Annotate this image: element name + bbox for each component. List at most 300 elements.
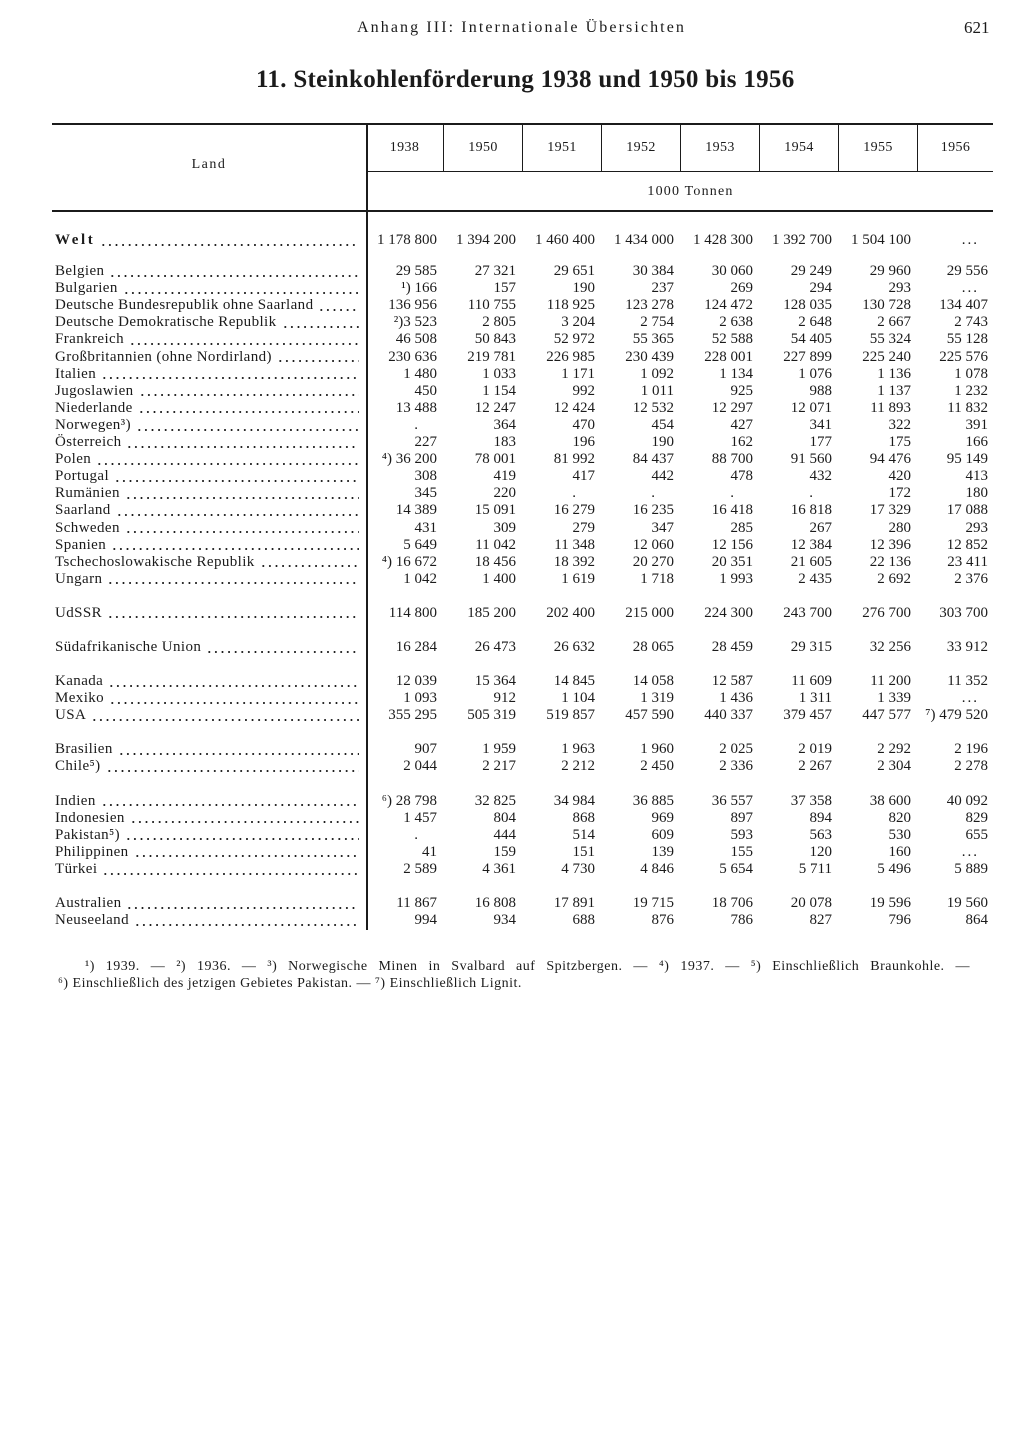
table-row xyxy=(52,520,993,537)
dot-leader xyxy=(107,571,359,588)
country-cell xyxy=(52,537,366,554)
value-cell: 457 590 xyxy=(625,707,674,724)
country-label: Großbritannien (ohne Nordirland) xyxy=(55,348,272,365)
value-cell: 379 457 xyxy=(783,707,832,724)
value-cell: ⁴) 16 672 xyxy=(381,553,437,570)
value-cell: 969 xyxy=(651,809,674,826)
value-cell: 29 585 xyxy=(395,263,437,280)
value-cell: 1 436 xyxy=(719,690,753,707)
table-row xyxy=(52,366,993,383)
value-cell: 12 060 xyxy=(632,536,674,553)
value-cell: 345 xyxy=(414,485,437,502)
table-row xyxy=(52,844,993,861)
dot-leader xyxy=(125,827,359,844)
value-cell: 2 450 xyxy=(640,758,674,775)
value-cell: 17 088 xyxy=(946,502,988,519)
dot-leader xyxy=(101,793,359,810)
country-label: Saarland xyxy=(55,502,111,519)
table-row xyxy=(52,912,993,929)
running-header: Anhang III: Internationale Übersichten xyxy=(357,19,687,36)
value-cell: 219 781 xyxy=(467,348,516,365)
country-cell xyxy=(52,502,366,519)
value-cell: 19 560 xyxy=(946,895,988,911)
dot-leader xyxy=(282,314,359,331)
table-row xyxy=(52,314,993,331)
row-group xyxy=(52,263,993,588)
country-label: Frankreich xyxy=(55,331,124,348)
value-cell: . xyxy=(730,485,734,502)
value-cell: 293 xyxy=(888,280,911,297)
table-row xyxy=(52,400,993,417)
table-row xyxy=(52,349,993,366)
year-header-cell: 1955 xyxy=(839,125,918,171)
value-cell: 12 156 xyxy=(711,536,753,553)
dot-leader xyxy=(136,417,359,434)
value-cell: 1 011 xyxy=(640,382,674,399)
value-cell: 2 212 xyxy=(561,758,595,775)
value-cell: 11 042 xyxy=(475,536,516,553)
dot-leader xyxy=(126,895,359,912)
value-cell: 155 xyxy=(730,843,753,860)
table-row xyxy=(52,468,993,485)
value-cell: 13 488 xyxy=(395,399,437,416)
table-row xyxy=(52,502,993,519)
country-cell xyxy=(52,690,366,707)
value-cell: 190 xyxy=(572,280,595,297)
value-cell: . xyxy=(809,485,813,502)
value-cell: 341 xyxy=(809,416,832,433)
value-cell: 11 832 xyxy=(947,399,988,416)
value-cell: 988 xyxy=(809,382,832,399)
country-label: Bulgarien xyxy=(55,280,118,297)
table-row xyxy=(52,554,993,571)
row-group xyxy=(52,741,993,775)
value-cell: ⁷) 479 520 xyxy=(925,707,988,724)
country-cell xyxy=(52,571,366,588)
dot-leader xyxy=(126,434,359,451)
value-cell: 21 605 xyxy=(790,553,832,570)
value-cell: 29 651 xyxy=(553,263,595,280)
value-cell: 41 xyxy=(422,843,437,860)
table-row xyxy=(52,758,993,775)
value-cell: 2 267 xyxy=(798,758,832,775)
country-cell xyxy=(52,861,366,878)
dot-leader xyxy=(96,451,359,468)
value-cell: 15 364 xyxy=(474,673,516,690)
value-cell: 95 149 xyxy=(946,451,988,468)
country-label: Neuseeland xyxy=(55,912,129,929)
table-row xyxy=(52,451,993,468)
dot-leader xyxy=(130,810,359,827)
table-row xyxy=(52,673,993,690)
value-cell: 897 xyxy=(730,809,753,826)
value-cell: 55 365 xyxy=(632,331,674,348)
value-cell: 11 352 xyxy=(947,673,988,690)
country-cell xyxy=(52,280,366,297)
value-cell: 2 376 xyxy=(954,570,988,587)
value-cell: 994 xyxy=(414,912,437,929)
country-label: Spanien xyxy=(55,536,107,553)
value-cell: 29 249 xyxy=(790,263,832,280)
value-cell: 864 xyxy=(965,912,988,929)
value-cell: 220 xyxy=(493,485,516,502)
value-cell: 1 078 xyxy=(954,365,988,382)
value-cell: 16 808 xyxy=(474,895,516,911)
value-cell: 11 348 xyxy=(554,536,595,553)
value-cell: 2 292 xyxy=(877,741,911,758)
value-cell: 94 476 xyxy=(869,451,911,468)
value-cell: 5 496 xyxy=(877,860,911,877)
value-cell: 157 xyxy=(493,280,516,297)
value-cell: 2 025 xyxy=(719,741,753,758)
value-cell: 1 232 xyxy=(954,382,988,399)
table-row xyxy=(52,280,993,297)
year-header-cell: 1951 xyxy=(523,125,602,171)
country-label: Türkei xyxy=(55,860,98,877)
value-cell: 2 217 xyxy=(482,758,516,775)
value-cell: 4 730 xyxy=(561,860,595,877)
value-cell: 128 035 xyxy=(783,297,832,314)
table-row xyxy=(52,434,993,451)
value-cell: 225 576 xyxy=(939,348,988,365)
value-cell: 12 396 xyxy=(869,536,911,553)
value-cell: 3 204 xyxy=(561,314,595,331)
value-cell: 18 456 xyxy=(474,553,516,570)
value-cell: 5 649 xyxy=(403,536,437,553)
value-cell: 5 654 xyxy=(719,860,753,877)
value-cell: 16 279 xyxy=(553,502,595,519)
country-cell xyxy=(52,673,366,690)
table-row xyxy=(52,707,993,724)
value-cell: 1 171 xyxy=(561,365,595,382)
value-cell: 364 xyxy=(493,416,516,433)
country-label: Jugoslawien xyxy=(55,382,134,399)
value-cell: 18 392 xyxy=(553,553,595,570)
value-cell: 2 754 xyxy=(640,314,674,331)
value-cell: 50 843 xyxy=(474,331,516,348)
value-cell: 30 060 xyxy=(711,263,753,280)
value-cell: 19 715 xyxy=(632,895,674,911)
value-cell: 14 845 xyxy=(553,673,595,690)
country-cell xyxy=(52,707,366,724)
value-cell: 391 xyxy=(965,416,988,433)
value-cell: 40 092 xyxy=(946,792,988,809)
row-group xyxy=(52,793,993,878)
dot-leader xyxy=(318,297,359,314)
country-cell xyxy=(52,417,366,434)
value-cell: 136 956 xyxy=(388,297,437,314)
value-cell: 2 304 xyxy=(877,758,911,775)
value-cell: 1 619 xyxy=(561,570,595,587)
table-title: 11. Steinkohlenförderung 1938 und 1950 bis 1956 xyxy=(256,66,795,93)
country-cell xyxy=(52,793,366,810)
value-cell: 26 473 xyxy=(474,638,516,655)
value-cell: 28 459 xyxy=(711,638,753,655)
value-cell: 38 600 xyxy=(869,792,911,809)
value-cell: ... xyxy=(961,690,979,707)
value-cell: 12 587 xyxy=(711,673,753,690)
value-cell: 413 xyxy=(965,468,988,485)
country-label: Südafrikanische Union xyxy=(55,638,202,655)
value-cell: 1 392 700 xyxy=(772,232,832,248)
value-cell: 655 xyxy=(965,826,988,843)
value-cell: 185 200 xyxy=(467,604,516,621)
country-label: Belgien xyxy=(55,263,105,280)
table-row xyxy=(52,417,993,434)
value-cell: 230 439 xyxy=(625,348,674,365)
row-group xyxy=(52,605,993,622)
value-cell: 4 846 xyxy=(640,860,674,877)
dot-leader xyxy=(100,232,359,249)
value-cell: 52 972 xyxy=(553,331,595,348)
country-label: USA xyxy=(55,707,87,724)
value-cell: 447 577 xyxy=(862,707,911,724)
dot-leader xyxy=(138,400,359,417)
value-cell: 124 472 xyxy=(704,297,753,314)
value-cell: 16 418 xyxy=(711,502,753,519)
value-cell: 55 128 xyxy=(946,331,988,348)
row-group xyxy=(52,639,993,656)
country-cell xyxy=(52,232,366,249)
value-cell: 427 xyxy=(730,416,753,433)
value-cell: 12 039 xyxy=(395,673,437,690)
value-cell: 1 134 xyxy=(719,365,753,382)
value-cell: 1 959 xyxy=(482,741,516,758)
value-cell: 16 235 xyxy=(632,502,674,519)
value-cell: 432 xyxy=(809,468,832,485)
value-cell: 227 xyxy=(414,434,437,451)
country-label: Philippinen xyxy=(55,843,129,860)
value-cell: ¹) 166 xyxy=(401,280,437,297)
dot-leader xyxy=(109,263,359,280)
value-cell: 2 667 xyxy=(877,314,911,331)
value-cell: 12 297 xyxy=(711,399,753,416)
value-cell: 46 508 xyxy=(395,331,437,348)
dot-leader xyxy=(106,758,359,775)
value-cell: 593 xyxy=(730,826,753,843)
value-cell: 172 xyxy=(888,485,911,502)
value-cell: 309 xyxy=(493,519,516,536)
value-cell: 162 xyxy=(730,434,753,451)
value-cell: . xyxy=(572,485,576,502)
row-group xyxy=(52,232,993,249)
value-cell: 78 001 xyxy=(474,451,516,468)
value-cell: 444 xyxy=(493,826,516,843)
country-cell xyxy=(52,263,366,280)
value-cell: 2 336 xyxy=(719,758,753,775)
country-label: Polen xyxy=(55,451,92,468)
value-cell: 293 xyxy=(965,519,988,536)
value-cell: 12 424 xyxy=(553,399,595,416)
value-cell: 276 700 xyxy=(862,604,911,621)
value-cell: 110 755 xyxy=(467,297,516,314)
value-cell: 308 xyxy=(414,468,437,485)
value-cell: 303 700 xyxy=(939,604,988,621)
year-header-cell: 1956 xyxy=(940,140,971,155)
value-cell: 226 985 xyxy=(546,348,595,365)
value-cell: 2 278 xyxy=(954,758,988,775)
value-cell: 2 638 xyxy=(719,314,753,331)
country-cell xyxy=(52,810,366,827)
value-cell: 894 xyxy=(809,809,832,826)
table-row xyxy=(52,485,993,502)
value-cell: 355 295 xyxy=(388,707,437,724)
footnote-line: ⁶) Einschließlich des jetzigen Gebietes Pakistan. — ⁷) Einschließlich Lignit. xyxy=(58,976,522,991)
value-cell: 804 xyxy=(493,809,516,826)
country-label: Kanada xyxy=(55,673,104,690)
table-row xyxy=(52,297,993,314)
table-row xyxy=(52,793,993,810)
value-cell: 22 136 xyxy=(869,553,911,570)
value-cell: 1 092 xyxy=(640,365,674,382)
country-label: Rumänien xyxy=(55,485,120,502)
value-cell: 2 044 xyxy=(403,758,437,775)
country-label: Ungarn xyxy=(55,570,103,587)
value-cell: . xyxy=(414,416,418,433)
value-cell: 29 315 xyxy=(790,638,832,655)
value-cell: 563 xyxy=(809,826,832,843)
land-column-header: Land xyxy=(191,157,227,172)
value-cell: 1 480 xyxy=(403,365,437,382)
value-cell: 12 384 xyxy=(790,536,832,553)
country-cell xyxy=(52,827,366,844)
value-cell: 27 321 xyxy=(474,263,516,280)
value-cell: 18 706 xyxy=(711,895,753,911)
value-cell: 820 xyxy=(888,809,911,826)
country-cell xyxy=(52,758,366,775)
value-cell: 279 xyxy=(572,519,595,536)
value-cell: 19 596 xyxy=(869,895,911,911)
value-cell: 907 xyxy=(414,741,437,758)
header-bottom-rule xyxy=(52,210,993,212)
dot-leader xyxy=(139,383,359,400)
value-cell: 1 154 xyxy=(482,382,516,399)
value-cell: 609 xyxy=(651,826,674,843)
table-row xyxy=(52,571,993,588)
value-cell: 796 xyxy=(888,912,911,929)
table-row xyxy=(52,605,993,622)
country-cell xyxy=(52,297,366,314)
country-label: Deutsche Demokratische Republik xyxy=(55,314,277,331)
country-label: Norwegen³) xyxy=(55,416,131,433)
value-cell: 786 xyxy=(730,912,753,929)
value-cell: 12 071 xyxy=(790,399,832,416)
dot-leader xyxy=(125,485,359,502)
unit-separator-rule xyxy=(366,171,993,172)
country-label: Niederlande xyxy=(55,399,133,416)
page-number: 621 xyxy=(964,18,990,37)
value-cell: ²)3 523 xyxy=(393,314,437,331)
value-cell: 2 648 xyxy=(798,314,832,331)
value-cell: 29 556 xyxy=(946,263,988,280)
value-cell: 1 504 100 xyxy=(851,232,911,248)
value-cell: 1 339 xyxy=(877,690,911,707)
value-cell: 1 104 xyxy=(561,690,595,707)
value-cell: 202 400 xyxy=(546,604,595,621)
value-cell: 26 632 xyxy=(553,638,595,655)
value-cell: 81 992 xyxy=(553,451,595,468)
country-cell xyxy=(52,434,366,451)
value-cell: 912 xyxy=(493,690,516,707)
value-cell: 196 xyxy=(572,434,595,451)
value-cell: 118 925 xyxy=(546,297,595,314)
value-cell: 55 324 xyxy=(869,331,911,348)
country-cell xyxy=(52,468,366,485)
value-cell: 16 284 xyxy=(395,638,437,655)
value-cell: 180 xyxy=(965,485,988,502)
value-cell: 925 xyxy=(730,382,753,399)
table-row xyxy=(52,810,993,827)
value-cell: 2 589 xyxy=(403,860,437,877)
value-cell: 243 700 xyxy=(783,604,832,621)
year-header-cell: 1952 xyxy=(602,125,681,171)
value-cell: 1 960 xyxy=(640,741,674,758)
country-label: Welt xyxy=(55,232,96,248)
value-cell: 237 xyxy=(651,280,674,297)
value-cell: 11 609 xyxy=(791,673,832,690)
value-cell: 151 xyxy=(572,843,595,860)
country-label: Brasilien xyxy=(55,741,113,758)
country-label: Österreich xyxy=(55,434,122,451)
country-label: Mexiko xyxy=(55,690,105,707)
value-cell: 34 984 xyxy=(553,792,595,809)
value-cell: 114 800 xyxy=(388,604,437,621)
value-cell: 17 329 xyxy=(869,502,911,519)
value-cell: 1 076 xyxy=(798,365,832,382)
country-cell xyxy=(52,451,366,468)
value-cell: 1 033 xyxy=(482,365,516,382)
value-cell: 14 389 xyxy=(395,502,437,519)
value-cell: 12 247 xyxy=(474,399,516,416)
value-cell: ⁴) 36 200 xyxy=(381,451,437,468)
year-header-cell: 1954 xyxy=(760,125,839,171)
value-cell: 30 384 xyxy=(632,263,674,280)
dot-leader xyxy=(118,741,359,758)
table-row xyxy=(52,895,993,912)
country-cell xyxy=(52,844,366,861)
country-cell xyxy=(52,383,366,400)
value-cell: 28 065 xyxy=(632,638,674,655)
country-label: Chile⁵) xyxy=(55,758,101,775)
country-cell xyxy=(52,520,366,537)
country-cell xyxy=(52,605,366,622)
dot-leader xyxy=(277,349,359,366)
value-cell: 166 xyxy=(965,434,988,451)
value-cell: 190 xyxy=(651,434,674,451)
value-cell: 2 743 xyxy=(954,314,988,331)
value-cell: 227 899 xyxy=(783,348,832,365)
value-cell: 52 588 xyxy=(711,331,753,348)
value-cell: 269 xyxy=(730,280,753,297)
value-cell: 36 885 xyxy=(632,792,674,809)
value-cell: 992 xyxy=(572,382,595,399)
value-cell: 4 361 xyxy=(482,860,516,877)
table-row xyxy=(52,690,993,707)
value-cell: 88 700 xyxy=(711,451,753,468)
country-label: Australien xyxy=(55,895,122,911)
table-row xyxy=(52,741,993,758)
value-cell: 175 xyxy=(888,434,911,451)
country-cell xyxy=(52,400,366,417)
country-label: Schweden xyxy=(55,519,120,536)
value-cell: 91 560 xyxy=(790,451,832,468)
value-cell: 2 435 xyxy=(798,570,832,587)
value-cell: 160 xyxy=(888,843,911,860)
dot-leader xyxy=(102,861,359,878)
table-row xyxy=(52,537,993,554)
value-cell: 934 xyxy=(493,912,516,929)
value-cell: 12 532 xyxy=(632,399,674,416)
